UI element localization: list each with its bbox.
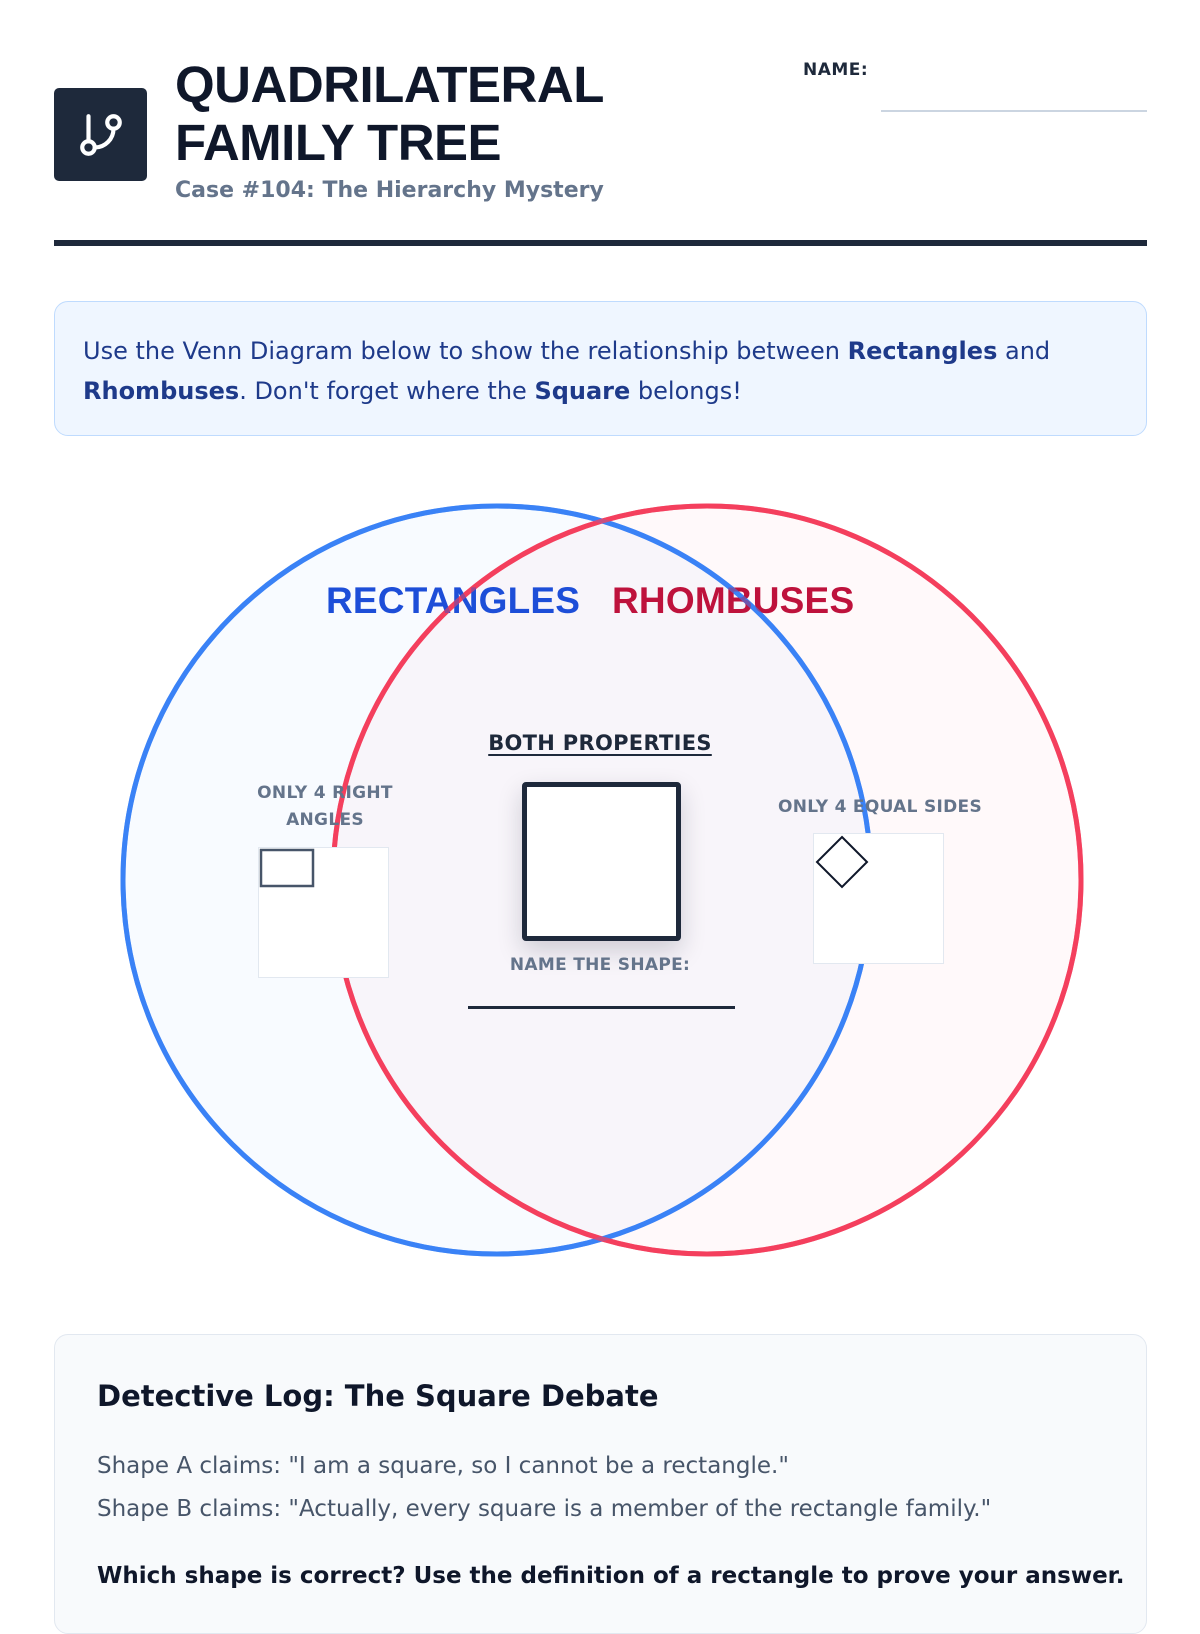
instructions-text-4: belongs! [630,377,742,405]
page-title [175,56,604,172]
left-only-label: ONLY 4 RIGHT ANGLES [257,783,393,830]
rectangles-label: RECTANGLES [326,580,581,621]
rhombus-shape-icon [814,834,870,890]
rhombuses-label: RHOMBUSES [612,580,855,621]
log-question: Which shape is correct? Use the definition of a rectangle to prove your answer. [97,1563,1125,1589]
instructions-rhombuses: Rhombuses [83,377,240,405]
rectangle-shape-icon [259,848,315,888]
instructions-text-3: . Don't forget where the [239,377,535,405]
name-label: NAME: [803,60,869,80]
page-subtitle: Case #104: The Hierarchy Mystery [175,178,604,203]
name-field[interactable] [881,84,1147,112]
name-the-shape-label: NAME THE SHAPE: [509,955,691,975]
instructions-box [54,301,1147,436]
shape-name-answer-field[interactable] [468,982,735,1009]
venn-diagram [0,480,1200,1280]
git-branch-icon [76,110,126,160]
instructions-rectangles: Rectangles [847,337,998,365]
rhombus-card [813,833,944,964]
instructions-text-2: and [997,337,1051,365]
rectangle-card [258,847,389,978]
square-drawing-box[interactable] [522,782,681,941]
logo-badge [54,88,147,181]
detective-log-card [54,1334,1147,1634]
claim-shape-a: Shape A claims: "I am a square, so I cannot be a rectangle." [97,1453,789,1479]
instructions-square: Square [534,377,631,405]
title-line-1: QUADRILATERAL [175,56,604,113]
right-only-label: ONLY 4 EQUAL SIDES [777,797,983,817]
title-line-2: FAMILY TREE [175,114,502,171]
instructions-text-1: Use the Venn Diagram below to show the relationship between [83,337,848,365]
detective-log-title: Detective Log: The Square Debate [97,1379,659,1413]
header-divider [54,240,1147,246]
intersection-label: BOTH PROPERTIES [488,731,712,755]
claim-shape-b: Shape B claims: "Actually, every square is a member of the rectangle family." [97,1496,992,1522]
worksheet-header [54,56,1147,246]
